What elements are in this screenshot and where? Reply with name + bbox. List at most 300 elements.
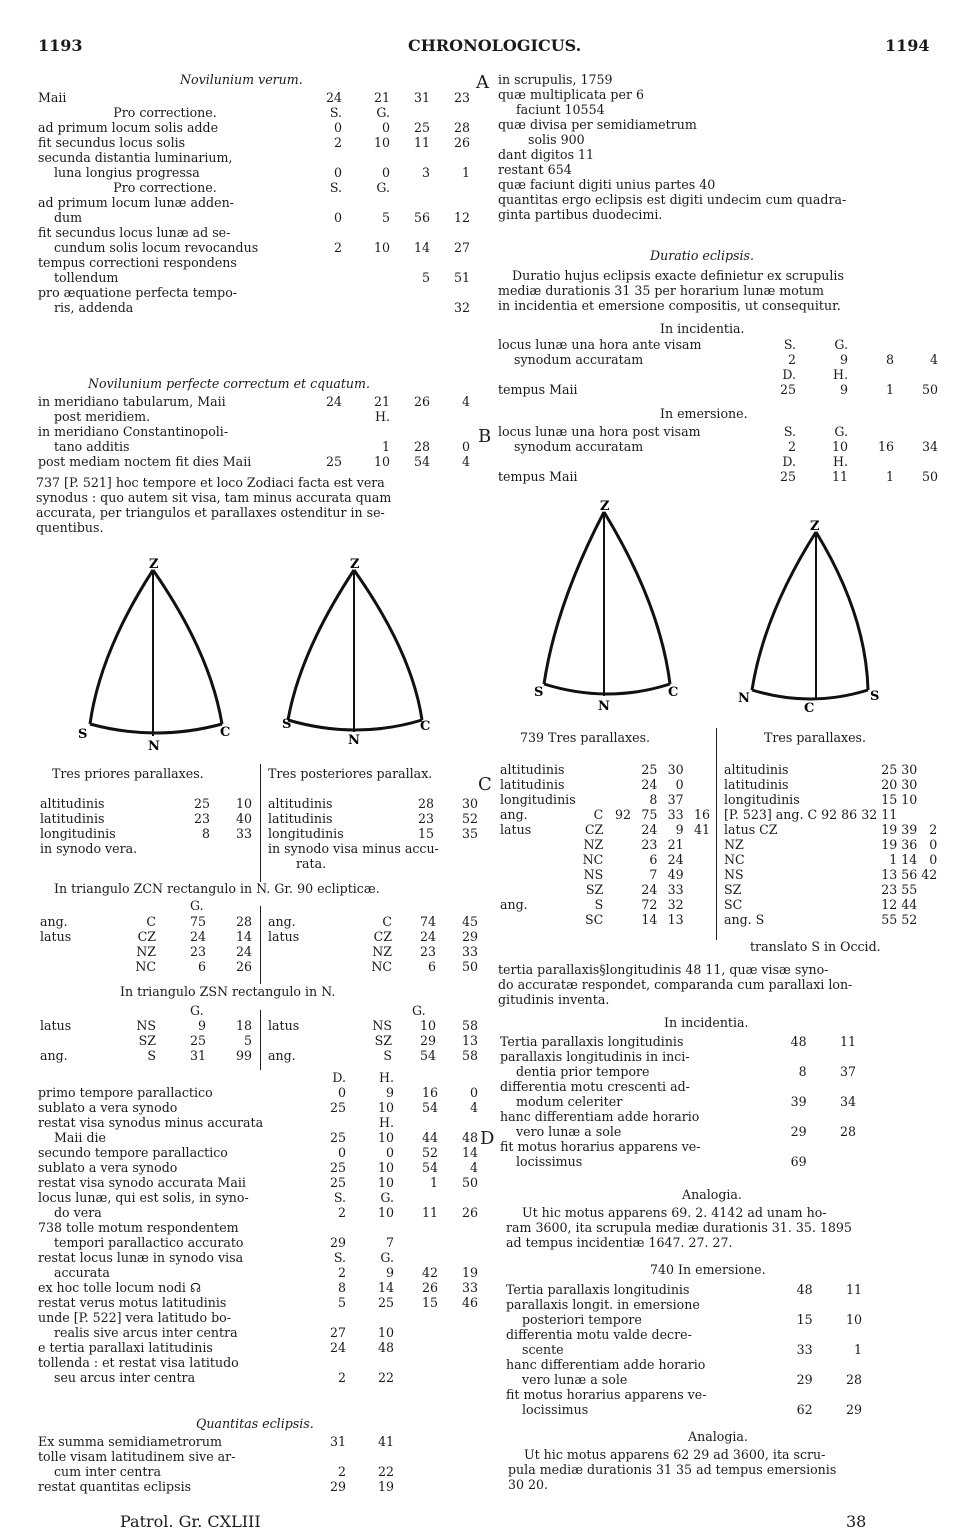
row-label: restat verus motus latitudinis bbox=[38, 1295, 227, 1310]
row-value: 33 bbox=[461, 1280, 478, 1295]
row-value: 2 bbox=[787, 352, 796, 367]
triangle-zsnc-4 bbox=[738, 519, 879, 716]
row-value: 10 bbox=[373, 135, 390, 150]
label-z: Z bbox=[810, 519, 820, 534]
intro-line: in scrupulis, 1759 bbox=[498, 72, 613, 87]
tertia-paragraph bbox=[498, 962, 852, 1007]
row-value: 24 bbox=[641, 822, 658, 837]
row-value: 1 bbox=[885, 382, 894, 397]
row-value: 33 bbox=[461, 944, 478, 959]
row-value: 10 bbox=[377, 1100, 394, 1115]
row-value: 9 bbox=[197, 1018, 206, 1033]
table-row bbox=[38, 826, 254, 841]
table-row bbox=[496, 367, 940, 382]
row-value: 23 bbox=[189, 944, 206, 959]
row-value bbox=[850, 454, 896, 469]
row-label bbox=[496, 454, 746, 469]
row-value: 34 bbox=[921, 439, 938, 454]
row-value bbox=[396, 1370, 440, 1385]
intro-line: ginta partibus duodecimi. bbox=[498, 207, 663, 222]
row-value bbox=[578, 792, 606, 807]
row-label: locus lunæ, qui est solis, in syno- bbox=[38, 1190, 249, 1205]
row-label: tollendum bbox=[54, 270, 119, 285]
row-value: 21 bbox=[373, 394, 390, 409]
triangle-zsn-1 bbox=[78, 557, 230, 752]
row-value: 29 bbox=[461, 929, 478, 944]
table-row bbox=[36, 165, 472, 180]
row-value: 8 bbox=[337, 1280, 346, 1295]
table-row bbox=[496, 439, 940, 454]
table-row bbox=[498, 1154, 858, 1169]
row-value: 23 bbox=[417, 811, 434, 826]
row-value: 15 bbox=[421, 1295, 438, 1310]
table-row bbox=[722, 897, 939, 912]
row-value bbox=[298, 1449, 348, 1464]
row-label: parallaxis longit. in emersione bbox=[506, 1297, 700, 1312]
row-value: CZ bbox=[584, 822, 604, 837]
intro-line: quæ divisa per semidiametrum bbox=[498, 117, 697, 132]
title-triangle-zsn: In triangulo ZSN rectangulo in N. bbox=[120, 984, 336, 999]
table-row bbox=[36, 1464, 396, 1479]
table-row bbox=[38, 1018, 254, 1033]
row-value: S. bbox=[329, 180, 342, 195]
row-value: 13 bbox=[881, 867, 898, 882]
row-label: luna longius progressa bbox=[54, 165, 200, 180]
row-value bbox=[396, 1115, 440, 1130]
row-value: 11 bbox=[881, 807, 898, 822]
table-emersione bbox=[496, 424, 940, 484]
page-number-right: 1194 bbox=[885, 36, 930, 55]
row-value: 29 bbox=[790, 1124, 807, 1139]
row-value: 30 bbox=[461, 796, 478, 811]
label-z: Z bbox=[600, 499, 610, 514]
row-label bbox=[498, 837, 578, 852]
table-novilunium-verum bbox=[36, 90, 472, 315]
row-value bbox=[773, 1327, 814, 1342]
row-value: H. bbox=[375, 409, 390, 424]
table-row bbox=[36, 240, 472, 255]
row-value bbox=[809, 1049, 858, 1064]
row-value bbox=[348, 1449, 396, 1464]
table-zsn-right bbox=[266, 1018, 480, 1063]
row-value: 19 bbox=[377, 1479, 394, 1494]
row-value: 23 bbox=[881, 882, 898, 897]
row-label: hanc differentiam adde horario bbox=[500, 1109, 700, 1124]
row-value: 16 bbox=[421, 1085, 438, 1100]
row-label bbox=[498, 912, 578, 927]
row-value bbox=[392, 409, 432, 424]
table-quantitas-eclipsis bbox=[36, 1434, 396, 1494]
row-value: 24 bbox=[641, 882, 658, 897]
row-value: NC bbox=[371, 959, 392, 974]
row-value: 9 bbox=[385, 1265, 394, 1280]
intro-line: faciunt 10554 bbox=[516, 102, 605, 117]
row-value bbox=[859, 897, 879, 912]
row-value: 54 bbox=[419, 1048, 436, 1063]
row-value: 10 bbox=[377, 1130, 394, 1145]
row-value: 56 bbox=[901, 867, 918, 882]
row-value: 48 bbox=[377, 1340, 394, 1355]
row-value: 0 bbox=[385, 1145, 394, 1160]
row-value: 7 bbox=[649, 867, 658, 882]
row-value: 12 bbox=[453, 210, 470, 225]
table-row bbox=[722, 777, 939, 792]
row-value: NZ bbox=[372, 944, 392, 959]
row-value bbox=[212, 841, 254, 856]
row-value: 25 bbox=[881, 762, 898, 777]
table-row bbox=[38, 1033, 254, 1048]
table-row bbox=[496, 337, 940, 352]
row-value: NS bbox=[372, 1018, 392, 1033]
row-value: 25 bbox=[325, 454, 342, 469]
row-label: Maii die bbox=[54, 1130, 107, 1145]
row-label: ang. S bbox=[724, 912, 765, 927]
row-label: latitudinis bbox=[40, 811, 105, 826]
row-value bbox=[686, 852, 712, 867]
row-value: 74 bbox=[419, 914, 436, 929]
row-value bbox=[440, 1220, 480, 1235]
row-value: 1 bbox=[429, 1175, 438, 1190]
table-row bbox=[498, 1109, 858, 1124]
row-value bbox=[432, 105, 472, 120]
table-row bbox=[36, 1085, 480, 1100]
analogia-line: pula mediæ durationis 31 35 ad tempus emersionis bbox=[508, 1462, 837, 1477]
table-row bbox=[266, 796, 480, 811]
title-in-emersione: In emersione. bbox=[660, 406, 748, 421]
row-label: vero lunæ a sole bbox=[522, 1372, 628, 1387]
row-value: S. bbox=[333, 1190, 346, 1205]
title-tres-parallaxes: Tres parallaxes. bbox=[764, 730, 867, 745]
row-label: in synodo vera. bbox=[40, 841, 138, 856]
row-value: S. bbox=[783, 337, 796, 352]
table-row bbox=[36, 1265, 480, 1280]
row-value: 1 bbox=[461, 165, 470, 180]
row-value bbox=[392, 195, 432, 210]
row-value bbox=[440, 1355, 480, 1370]
row-label: seu arcus inter centra bbox=[54, 1370, 196, 1385]
row-value bbox=[396, 1070, 440, 1085]
title-tres-posteriores: Tres posteriores parallax. bbox=[268, 766, 433, 781]
row-value: 5 bbox=[243, 1033, 252, 1048]
row-value: 32 bbox=[453, 300, 470, 315]
row-value bbox=[859, 912, 879, 927]
row-value: 29 bbox=[329, 1235, 346, 1250]
row-value: G. bbox=[376, 105, 390, 120]
row-label: SC bbox=[724, 897, 743, 912]
row-value bbox=[396, 1310, 440, 1325]
row-label: tollenda : et restat visa latitudo bbox=[38, 1355, 239, 1370]
row-label: hanc differentiam adde horario bbox=[506, 1357, 706, 1372]
row-label: cundum solis locum revocandus bbox=[54, 240, 259, 255]
row-value: 28 bbox=[845, 1372, 862, 1387]
row-value: 0 bbox=[929, 852, 938, 867]
row-value: 62 bbox=[796, 1402, 813, 1417]
table-739-parallaxes bbox=[498, 762, 712, 927]
row-value bbox=[859, 822, 879, 837]
row-value: H. bbox=[379, 1115, 394, 1130]
row-value: 33 bbox=[235, 826, 252, 841]
row-label bbox=[498, 882, 578, 897]
row-value: 4 bbox=[461, 454, 470, 469]
row-value: 25 bbox=[779, 469, 796, 484]
row-value: 39 bbox=[790, 1094, 807, 1109]
row-value bbox=[392, 150, 432, 165]
row-value: 50 bbox=[921, 382, 938, 397]
table-row bbox=[722, 837, 939, 852]
row-label bbox=[38, 944, 82, 959]
row-value bbox=[440, 1340, 480, 1355]
table-row bbox=[38, 959, 254, 974]
analogia-line: ad tempus incidentiæ 1647. 27. 27. bbox=[506, 1235, 733, 1250]
row-value: 34 bbox=[839, 1094, 856, 1109]
row-value: 0 bbox=[675, 777, 684, 792]
row-label: locissimus bbox=[516, 1154, 583, 1169]
row-label: Pro correctione. bbox=[113, 105, 217, 120]
table-row bbox=[36, 1295, 480, 1310]
row-label: latus bbox=[40, 929, 72, 944]
table-row bbox=[266, 1018, 480, 1033]
title-analogia-2: Analogia. bbox=[688, 1429, 748, 1444]
table-row bbox=[36, 1355, 480, 1370]
table-row bbox=[498, 912, 712, 927]
row-value bbox=[896, 424, 940, 439]
table-incidentia-motus bbox=[498, 1034, 858, 1169]
row-label: NS bbox=[724, 867, 744, 882]
table-row bbox=[504, 1342, 864, 1357]
row-value: S bbox=[594, 897, 604, 912]
row-label: altitudinis bbox=[500, 762, 565, 777]
row-value: 26 bbox=[421, 1280, 438, 1295]
table-row bbox=[36, 1370, 480, 1385]
row-value: 15 bbox=[881, 792, 898, 807]
table-row bbox=[36, 409, 472, 424]
row-label: synodum accuratam bbox=[514, 439, 644, 454]
tertia-line: gitudinis inventa. bbox=[498, 992, 610, 1007]
row-value: 52 bbox=[901, 912, 918, 927]
row-value bbox=[432, 225, 472, 240]
row-value bbox=[686, 867, 712, 882]
row-value bbox=[344, 285, 392, 300]
table-row bbox=[38, 944, 254, 959]
paragraph-737 bbox=[36, 475, 391, 535]
row-value: 8 bbox=[649, 792, 658, 807]
row-label: tempus Maii bbox=[498, 382, 578, 397]
analogia-line: 30 20. bbox=[508, 1477, 549, 1492]
row-value bbox=[294, 285, 344, 300]
row-value bbox=[396, 1220, 440, 1235]
label-n: N bbox=[598, 699, 610, 714]
table-row bbox=[266, 826, 480, 841]
row-value: 2 bbox=[337, 1464, 346, 1479]
row-value: 9 bbox=[839, 352, 848, 367]
table-row bbox=[36, 1190, 480, 1205]
row-value: 12 bbox=[881, 897, 898, 912]
row-value: 14 bbox=[641, 912, 658, 927]
row-value: 50 bbox=[461, 1175, 478, 1190]
intro-line: quæ multiplicata per 6 bbox=[498, 87, 644, 102]
row-value: 5 bbox=[337, 1295, 346, 1310]
row-value: 1 bbox=[885, 469, 894, 484]
row-value bbox=[344, 195, 392, 210]
table-row bbox=[498, 1079, 858, 1094]
row-value: C bbox=[593, 807, 604, 822]
row-value bbox=[294, 225, 344, 240]
row-value: 22 bbox=[377, 1464, 394, 1479]
row-value: 36 bbox=[901, 837, 918, 852]
row-label: Ex summa semidiametrorum bbox=[38, 1434, 222, 1449]
table-tres-priores bbox=[38, 796, 254, 856]
table-row bbox=[722, 852, 939, 867]
row-value bbox=[294, 439, 344, 454]
table-row bbox=[504, 1372, 864, 1387]
row-value bbox=[899, 807, 919, 822]
row-label bbox=[266, 1033, 310, 1048]
analogia-1-text bbox=[506, 1205, 852, 1250]
table-row bbox=[498, 852, 712, 867]
row-value bbox=[859, 777, 879, 792]
row-value: 10 bbox=[377, 1205, 394, 1220]
row-value: NZ bbox=[583, 837, 604, 852]
row-value bbox=[605, 777, 633, 792]
table-row bbox=[504, 1357, 864, 1372]
row-label: e tertia parallaxi latitudinis bbox=[38, 1340, 213, 1355]
row-value: 0 bbox=[333, 120, 342, 135]
table-row bbox=[36, 1145, 480, 1160]
note-line: rata. bbox=[296, 856, 327, 871]
row-label: fit motus horarius apparens ve- bbox=[506, 1387, 707, 1402]
row-value: 0 bbox=[929, 837, 938, 852]
row-value: 26 bbox=[453, 135, 470, 150]
row-value bbox=[440, 1190, 480, 1205]
row-value: 0 bbox=[337, 1145, 346, 1160]
row-value: 6 bbox=[427, 959, 436, 974]
row-value: 25 bbox=[193, 796, 210, 811]
row-value: 37 bbox=[667, 792, 684, 807]
column-divider bbox=[260, 764, 261, 882]
table-emersione-motus bbox=[504, 1282, 864, 1417]
row-value bbox=[392, 300, 432, 315]
row-value bbox=[298, 1220, 348, 1235]
table-row bbox=[36, 210, 472, 225]
row-value bbox=[440, 1325, 480, 1340]
table-zcn-right bbox=[266, 914, 480, 974]
intro-block bbox=[498, 72, 846, 222]
row-label: NZ bbox=[724, 837, 744, 852]
table-row bbox=[36, 1310, 480, 1325]
row-label bbox=[266, 959, 310, 974]
row-value bbox=[392, 180, 432, 195]
row-value: NS bbox=[583, 867, 604, 882]
row-label: longitudinis bbox=[724, 792, 800, 807]
row-value bbox=[392, 105, 432, 120]
row-value bbox=[605, 837, 633, 852]
row-label: pro æquatione perfecta tempo- bbox=[38, 285, 238, 300]
row-label: latus CZ bbox=[724, 822, 778, 837]
row-value: 0 bbox=[461, 439, 470, 454]
row-value: 31 bbox=[329, 1434, 346, 1449]
row-value: 2 bbox=[337, 1370, 346, 1385]
row-value bbox=[815, 1357, 864, 1372]
row-value: 24 bbox=[419, 929, 436, 944]
title-quantitas-eclipsis: Quantitas eclipsis. bbox=[196, 1416, 314, 1431]
row-value: 30 bbox=[901, 762, 918, 777]
row-label bbox=[498, 867, 578, 882]
row-value: D. bbox=[782, 454, 796, 469]
row-value: D. bbox=[332, 1070, 346, 1085]
row-value: 23 bbox=[453, 90, 470, 105]
row-value bbox=[767, 1139, 808, 1154]
row-value: 25 bbox=[189, 1033, 206, 1048]
row-value: 11 bbox=[839, 1034, 856, 1049]
row-value bbox=[605, 897, 633, 912]
row-value: 31 bbox=[189, 1048, 206, 1063]
row-label: Tertia parallaxis longitudinis bbox=[506, 1282, 690, 1297]
table-row bbox=[266, 944, 480, 959]
table-row bbox=[38, 914, 254, 929]
row-label: cum inter centra bbox=[54, 1464, 161, 1479]
row-value bbox=[859, 837, 879, 852]
table-row bbox=[36, 255, 472, 270]
row-value bbox=[809, 1139, 858, 1154]
row-value: 13 bbox=[461, 1033, 478, 1048]
row-value: 26 bbox=[235, 959, 252, 974]
table-row bbox=[498, 762, 712, 777]
row-value: S bbox=[147, 1048, 156, 1063]
table-row bbox=[36, 270, 472, 285]
row-label: ang. bbox=[268, 1048, 296, 1063]
row-value: 69 bbox=[790, 1154, 807, 1169]
table-row bbox=[266, 1033, 480, 1048]
table-row bbox=[496, 424, 940, 439]
row-value: 52 bbox=[421, 1145, 438, 1160]
row-value: C bbox=[382, 914, 392, 929]
table-row bbox=[36, 285, 472, 300]
table-row bbox=[498, 777, 712, 792]
table-row bbox=[266, 959, 480, 974]
row-label: ang. bbox=[268, 914, 296, 929]
table-row bbox=[36, 1115, 480, 1130]
row-value: 25 bbox=[329, 1160, 346, 1175]
row-value bbox=[294, 270, 344, 285]
row-value bbox=[896, 454, 940, 469]
row-value: 10 bbox=[235, 796, 252, 811]
row-label: latitudinis bbox=[724, 777, 789, 792]
label-z: Z bbox=[149, 557, 159, 572]
row-value: 92 bbox=[615, 807, 632, 822]
triangle-figures-right bbox=[520, 494, 940, 718]
table-row bbox=[498, 792, 712, 807]
table-row bbox=[496, 382, 940, 397]
intro-line: dant digitos 11 bbox=[498, 147, 595, 162]
row-label: longitudinis bbox=[40, 826, 116, 841]
row-value: 24 bbox=[329, 1340, 346, 1355]
row-label: locus lunæ una hora ante visam bbox=[498, 337, 702, 352]
label-c: C bbox=[668, 685, 679, 700]
row-value: 54 bbox=[421, 1100, 438, 1115]
row-value: 55 bbox=[881, 912, 898, 927]
row-label: modum celeriter bbox=[516, 1094, 623, 1109]
row-value bbox=[773, 1387, 814, 1402]
row-label: fit secundus locus lunæ ad se- bbox=[38, 225, 231, 240]
row-value: 5 bbox=[421, 270, 430, 285]
table-row bbox=[36, 1130, 480, 1145]
table-row bbox=[498, 882, 712, 897]
row-value: 33 bbox=[667, 807, 684, 822]
row-value: 2 bbox=[333, 135, 342, 150]
row-value: 41 bbox=[377, 1434, 394, 1449]
row-value bbox=[432, 255, 472, 270]
triangle-zsn-2 bbox=[282, 557, 430, 748]
